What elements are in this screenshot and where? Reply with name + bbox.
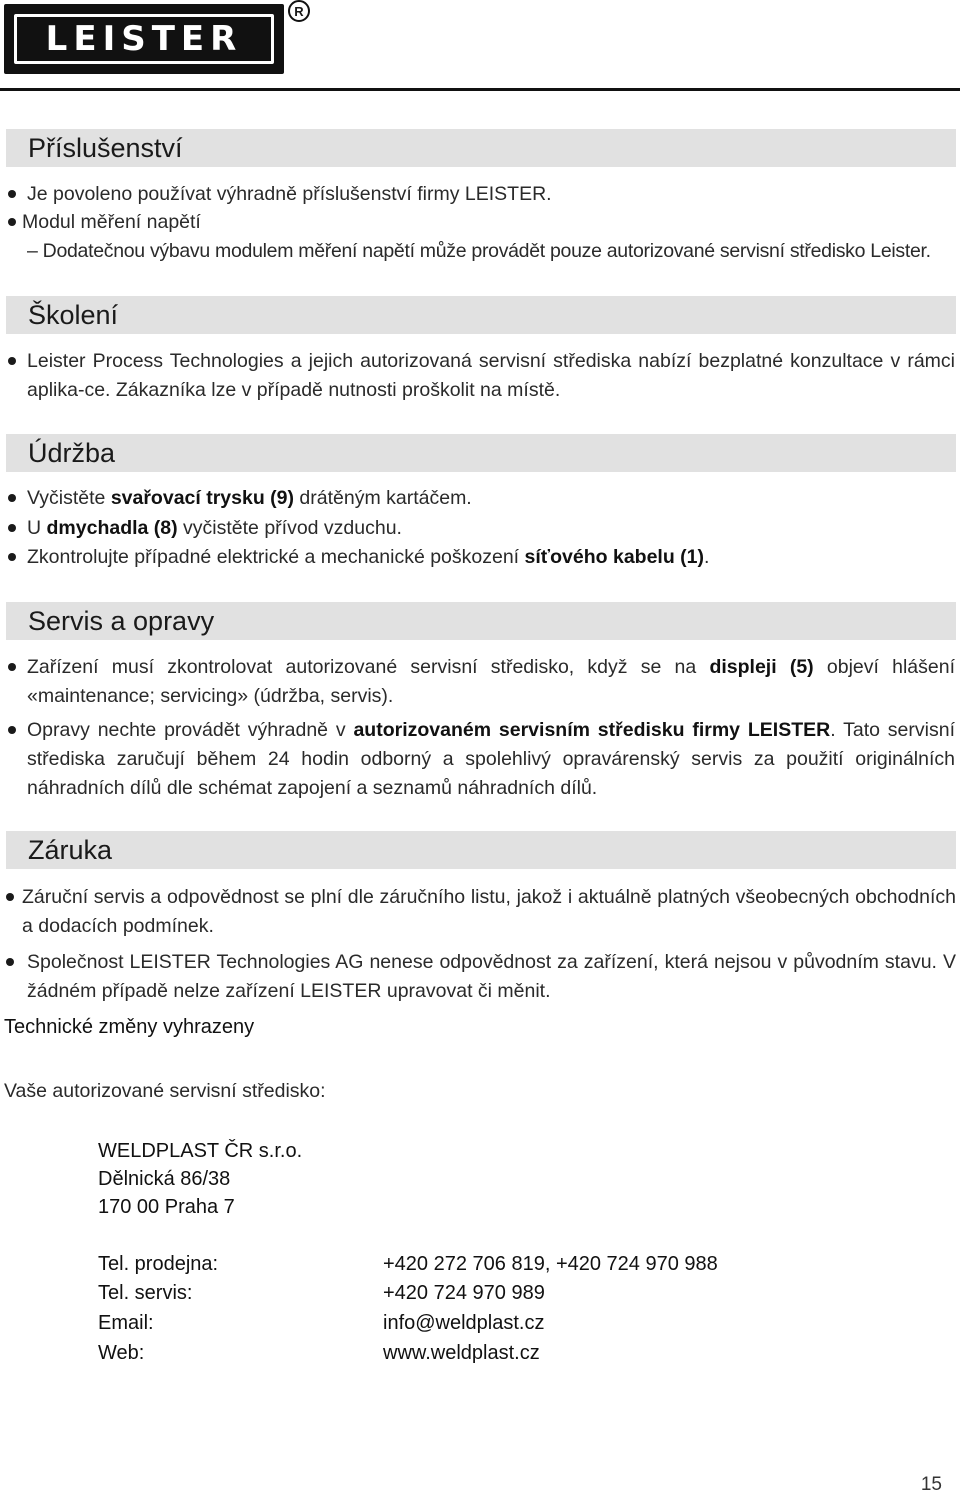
- company-street: Dělnická 86/38: [98, 1168, 231, 1190]
- bullet-icon: [6, 893, 14, 901]
- item-bold-ref: displeji (5): [709, 656, 814, 678]
- item-bold-ref: svařovací trysku (9): [110, 487, 294, 509]
- contact-value-service-phone: +420 724 970 989: [383, 1282, 545, 1304]
- contact-label-sales-phone: Tel. prodejna:: [98, 1253, 219, 1275]
- section-title: Příslušenství: [28, 132, 183, 163]
- item-bold-ref: autorizovaném servisním středisku firmy LEISTER: [353, 719, 831, 741]
- list-item: Záruční servis a odpovědnost se plní dle záručního listu, jakož i aktuálně platných všeobecných obchodních a dodacích podmínek.: [22, 886, 956, 937]
- contact-value-email[interactable]: info@weldplast.cz: [383, 1312, 545, 1334]
- contact-label-web: Web:: [98, 1342, 145, 1364]
- contact-label-email: Email:: [98, 1312, 154, 1334]
- item-text: vyčistěte přívod vzduchu.: [177, 517, 402, 539]
- section-header-training: [6, 296, 956, 334]
- page-number: 15: [920, 1474, 942, 1495]
- list-sub-item: – Dodatečnou výbavu modulem měření napětí může provádět pouze autorizované servisní středisko Leister.: [27, 240, 931, 262]
- item-text: U: [27, 517, 47, 539]
- contact-value-web[interactable]: www.weldplast.cz: [383, 1342, 540, 1364]
- list-item: [27, 514, 947, 543]
- bullet-icon: [8, 190, 16, 198]
- list-item: Společnost LEISTER Technologies AG nenese odpovědnost za zařízení, která nejsou v původním stavu. V žádném případě nelze zařízení LEISTER upravovat či měnit.: [27, 951, 956, 1002]
- bullet-icon: [8, 494, 16, 502]
- bullet-icon: [8, 553, 16, 561]
- leister-logo: [4, 4, 284, 74]
- bullet-icon: [8, 726, 16, 734]
- logo-frame: [14, 14, 274, 64]
- company-name: WELDPLAST ČR s.r.o.: [98, 1140, 303, 1162]
- bullet-icon: [8, 218, 16, 226]
- contact-value-sales-phone: +420 272 706 819, +420 724 970 988: [383, 1253, 718, 1275]
- list-item: [27, 653, 955, 711]
- registered-mark-letter: R: [294, 3, 304, 19]
- tech-changes-note: Technické změny vyhrazeny: [4, 1016, 255, 1038]
- item-text: objeví hlášení «maintenance; servicing» (údržba, servis).: [27, 656, 955, 707]
- list-item: [27, 484, 947, 513]
- list-item: Leister Process Technologies a jejich autorizovaná servisní střediska nabízí bezplatné konzultace v rámci aplika-ce. Zákazníka lze v případě nutnosti proškolit na místě.: [27, 350, 955, 401]
- bullet-icon: [6, 958, 14, 966]
- bullet-icon: [8, 357, 16, 365]
- item-bold-ref: dmychadla (8): [46, 517, 178, 539]
- company-city: 170 00 Praha 7: [98, 1196, 235, 1218]
- item-text: .: [704, 546, 710, 568]
- item-bold-ref: síťového kabelu (1): [524, 546, 705, 568]
- header-divider: [0, 88, 960, 91]
- bullet-icon: [8, 524, 16, 532]
- section-header-maintenance: [6, 434, 956, 472]
- list-item: Je povoleno používat výhradně příslušenství firmy LEISTER.: [27, 183, 552, 205]
- section-title: Údržba: [28, 437, 116, 468]
- item-text: Zařízení musí zkontrolovat autorizované servisní středisko, když se na: [27, 656, 710, 678]
- bullet-icon: [8, 663, 16, 671]
- item-text: drátěným kartáčem.: [294, 487, 472, 509]
- list-item: [27, 543, 947, 572]
- section-header-service: [6, 602, 956, 640]
- list-item: Modul měření napětí: [22, 211, 201, 233]
- section-title: Servis a opravy: [28, 605, 215, 636]
- section-title: Školení: [28, 299, 119, 330]
- item-text: . Tato servisní střediska zaručují během 24 hodin odborný a spolehlivý opravárenský servis za použití originálních náhradních dílů dle schémat zapojení a seznamů náhradních dílů.: [27, 719, 955, 799]
- item-text: Zkontrolujte případné elektrické a mechanické poškození: [27, 546, 525, 568]
- item-text: Vyčistěte: [27, 487, 111, 509]
- section-header-warranty: [6, 831, 956, 869]
- list-item: [27, 716, 955, 803]
- section-title: Záruka: [28, 834, 113, 865]
- service-center-label: Vaše autorizované servisní středisko:: [4, 1080, 326, 1102]
- section-header-accessories: [6, 129, 956, 167]
- item-text: Opravy nechte provádět výhradně v: [27, 719, 354, 741]
- logo-text: LEISTER: [45, 19, 243, 59]
- contact-label-service-phone: Tel. servis:: [98, 1282, 193, 1304]
- registered-mark-icon: [288, 0, 310, 22]
